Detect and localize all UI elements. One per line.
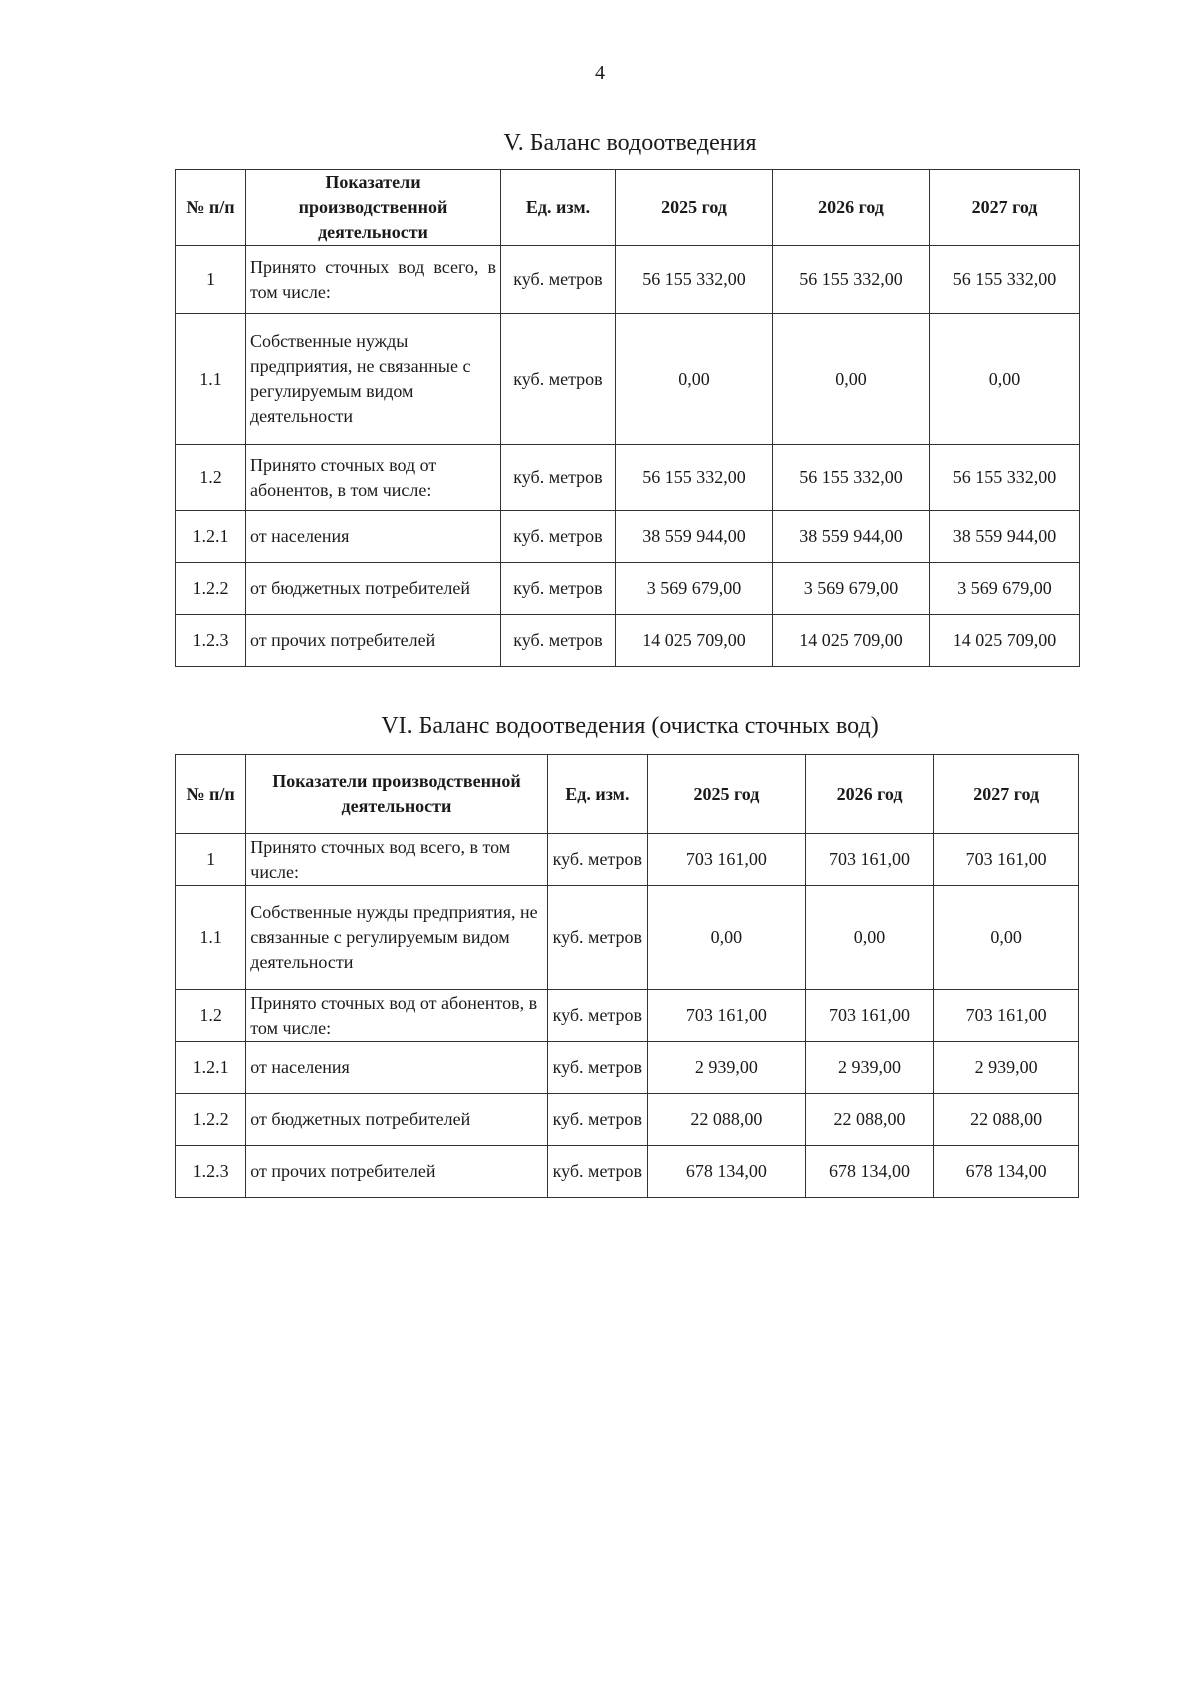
- row-indicator: от населения: [246, 1042, 547, 1094]
- row-value-2025: 56 155 332,00: [616, 246, 773, 314]
- row-indicator: от бюджетных потребителей: [246, 1094, 547, 1146]
- table-header-row: [176, 170, 1080, 246]
- row-indicator: от бюджетных потребителей: [246, 563, 501, 615]
- row-value-2027: 56 155 332,00: [930, 445, 1080, 511]
- row-value-2025: 22 088,00: [648, 1094, 806, 1146]
- table-row: [176, 615, 1080, 667]
- header-num: № п/п: [176, 170, 246, 246]
- row-num: 1.2.2: [176, 563, 246, 615]
- row-value-2026: 14 025 709,00: [773, 615, 930, 667]
- table-row: [176, 563, 1080, 615]
- table-row: [176, 445, 1080, 511]
- row-indicator: Собственные нужды предприятия, не связанные с регулируемым видом деятельности: [246, 886, 547, 990]
- row-num: 1.1: [176, 314, 246, 445]
- row-value-2025: 703 161,00: [648, 834, 806, 886]
- row-indicator: Принято сточных вод от абонентов, в том числе:: [246, 445, 501, 511]
- row-value-2026: 56 155 332,00: [773, 445, 930, 511]
- row-value-2027: 678 134,00: [934, 1146, 1079, 1198]
- row-indicator: от прочих потребителей: [246, 1146, 547, 1198]
- header-indicator: Показатели производственной деятельности: [246, 755, 547, 834]
- row-unit: куб. метров: [501, 445, 616, 511]
- row-num: 1.2: [176, 445, 246, 511]
- row-value-2025: 0,00: [648, 886, 806, 990]
- row-unit: куб. метров: [547, 1042, 647, 1094]
- header-indicator: Показатели производственной деятельности: [246, 170, 501, 246]
- row-value-2026: 2 939,00: [805, 1042, 934, 1094]
- row-unit: куб. метров: [547, 834, 647, 886]
- row-value-2026: 678 134,00: [805, 1146, 934, 1198]
- table-header-row: [176, 755, 1079, 834]
- wastewater-balance-table: [175, 169, 1080, 667]
- row-num: 1: [176, 246, 246, 314]
- row-num: 1.1: [176, 886, 246, 990]
- header-unit: Ед. изм.: [501, 170, 616, 246]
- row-value-2026: 0,00: [805, 886, 934, 990]
- row-value-2027: 22 088,00: [934, 1094, 1079, 1146]
- row-unit: куб. метров: [501, 615, 616, 667]
- header-2026: 2026 год: [773, 170, 930, 246]
- row-num: 1.2.3: [176, 615, 246, 667]
- row-value-2025: 703 161,00: [648, 990, 806, 1042]
- row-value-2027: 2 939,00: [934, 1042, 1079, 1094]
- section-title-vi: VI. Баланс водоотведения (очистка сточных вод): [381, 713, 879, 739]
- row-value-2026: 56 155 332,00: [773, 246, 930, 314]
- row-unit: куб. метров: [501, 314, 616, 445]
- row-value-2026: 703 161,00: [805, 834, 934, 886]
- table-row: [176, 511, 1080, 563]
- row-unit: куб. метров: [547, 1094, 647, 1146]
- section-title-v: V. Баланс водоотведения: [503, 130, 757, 156]
- table-row: [176, 886, 1079, 990]
- header-2027: 2027 год: [930, 170, 1080, 246]
- row-value-2025: 14 025 709,00: [616, 615, 773, 667]
- table-row: [176, 246, 1080, 314]
- row-value-2027: 38 559 944,00: [930, 511, 1080, 563]
- row-num: 1: [176, 834, 246, 886]
- row-value-2027: 56 155 332,00: [930, 246, 1080, 314]
- row-unit: куб. метров: [547, 1146, 647, 1198]
- row-value-2027: 0,00: [934, 886, 1079, 990]
- row-value-2025: 678 134,00: [648, 1146, 806, 1198]
- row-unit: куб. метров: [547, 886, 647, 990]
- table-row: [176, 314, 1080, 445]
- row-value-2027: 0,00: [930, 314, 1080, 445]
- table-row: [176, 1094, 1079, 1146]
- row-indicator: от населения: [246, 511, 501, 563]
- row-value-2027: 703 161,00: [934, 834, 1079, 886]
- table-row: [176, 1042, 1079, 1094]
- row-value-2026: 3 569 679,00: [773, 563, 930, 615]
- row-value-2027: 3 569 679,00: [930, 563, 1080, 615]
- row-value-2025: 3 569 679,00: [616, 563, 773, 615]
- page-number: 4: [595, 62, 605, 84]
- row-unit: куб. метров: [501, 563, 616, 615]
- row-num: 1.2.1: [176, 1042, 246, 1094]
- row-indicator: Принято сточных вод от абонентов, в том числе:: [246, 990, 547, 1042]
- row-indicator: Принято сточных вод всего, в том числе:: [246, 246, 501, 314]
- row-value-2026: 703 161,00: [805, 990, 934, 1042]
- table-row: [176, 990, 1079, 1042]
- row-num: 1.2.3: [176, 1146, 246, 1198]
- table-row: [176, 1146, 1079, 1198]
- row-value-2026: 0,00: [773, 314, 930, 445]
- row-value-2025: 56 155 332,00: [616, 445, 773, 511]
- row-value-2027: 703 161,00: [934, 990, 1079, 1042]
- row-value-2025: 2 939,00: [648, 1042, 806, 1094]
- header-unit: Ед. изм.: [547, 755, 647, 834]
- header-2027: 2027 год: [934, 755, 1079, 834]
- row-unit: куб. метров: [501, 511, 616, 563]
- row-unit: куб. метров: [501, 246, 616, 314]
- row-value-2026: 22 088,00: [805, 1094, 934, 1146]
- wastewater-treatment-balance-table: [175, 754, 1079, 1198]
- row-num: 1.2: [176, 990, 246, 1042]
- row-num: 1.2.2: [176, 1094, 246, 1146]
- header-2026: 2026 год: [805, 755, 934, 834]
- table-row: [176, 834, 1079, 886]
- row-indicator: Собственные нужды предприятия, не связанные с регулируемым видом деятельности: [246, 314, 501, 445]
- row-indicator: Принято сточных вод всего, в том числе:: [246, 834, 547, 886]
- header-2025: 2025 год: [616, 170, 773, 246]
- row-value-2025: 0,00: [616, 314, 773, 445]
- row-num: 1.2.1: [176, 511, 246, 563]
- header-2025: 2025 год: [648, 755, 806, 834]
- row-unit: куб. метров: [547, 990, 647, 1042]
- header-num: № п/п: [176, 755, 246, 834]
- row-value-2027: 14 025 709,00: [930, 615, 1080, 667]
- row-indicator: от прочих потребителей: [246, 615, 501, 667]
- row-value-2025: 38 559 944,00: [616, 511, 773, 563]
- row-value-2026: 38 559 944,00: [773, 511, 930, 563]
